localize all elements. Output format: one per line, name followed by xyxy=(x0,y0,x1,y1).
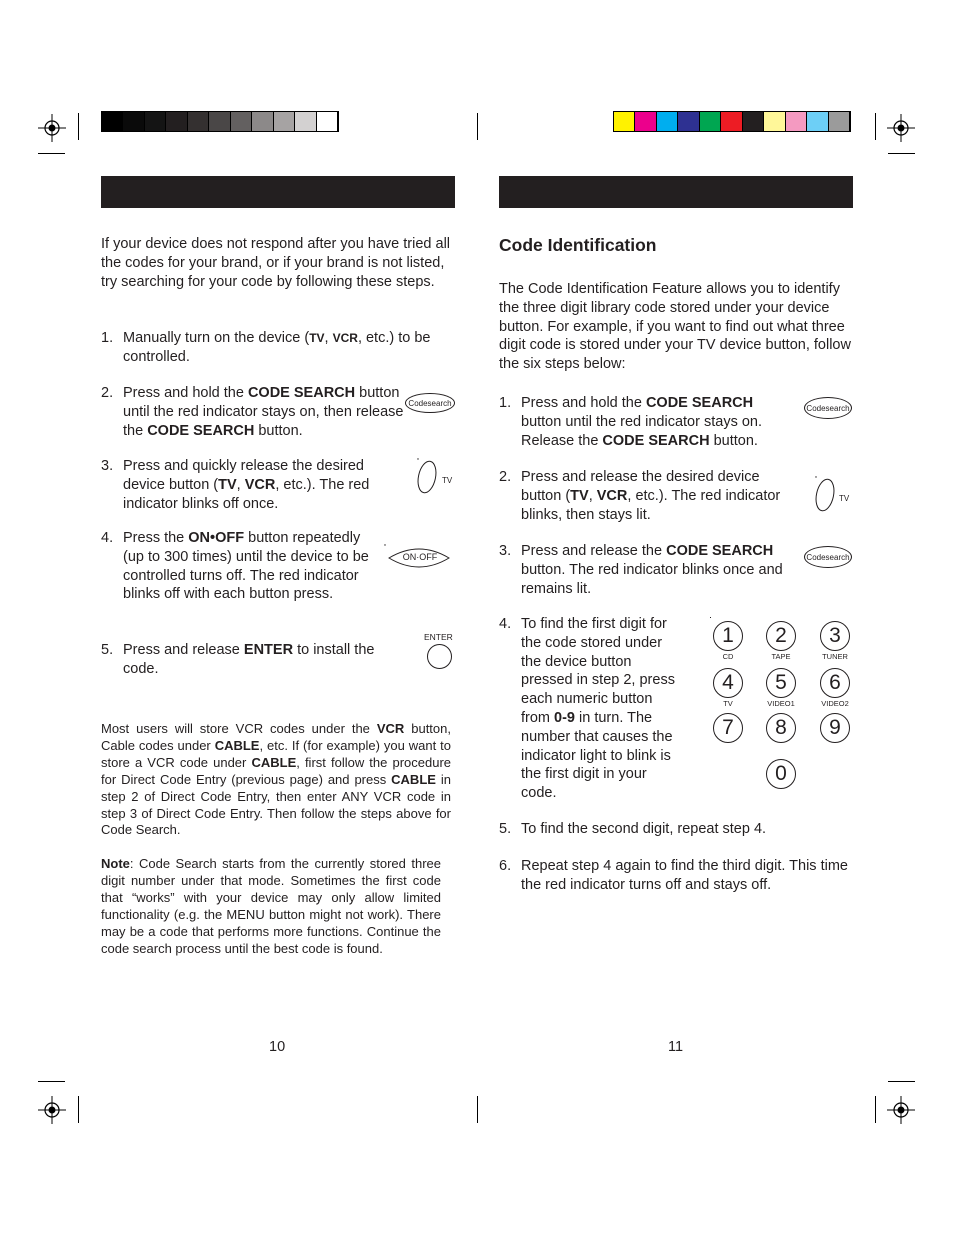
color-swatch xyxy=(764,112,785,131)
digit-key-label: VIDEO2 xyxy=(821,699,849,708)
step-number: 2. xyxy=(499,469,512,485)
color-swatch xyxy=(614,112,635,131)
left-vcr-cable-paragraph: Most users will store VCR codes under the VCR button, Cable codes under CABLE, etc. If (for example) you want to store a VCR code under CABLE, first follow the procedure for Direct Code Entry (previous page) and press CABLE in step 2 of Direct Code Entry, then enter ANY VCR code in step 3 of Direct Code Entry. Then follow the steps above for Code Search. xyxy=(101,721,451,838)
digit-3-key: 3 xyxy=(820,621,850,651)
step-number: 1. xyxy=(499,395,512,411)
registration-target-icon xyxy=(36,1094,68,1126)
registration-target-icon xyxy=(885,1094,917,1126)
color-swatch xyxy=(166,112,187,131)
codesearch-button-icon: Codesearch xyxy=(405,393,455,413)
color-bar xyxy=(613,111,851,132)
codesearch-button-icon: Codesearch xyxy=(804,397,852,419)
digit-5-key: 5 xyxy=(766,668,796,698)
digit-2-key: 2 xyxy=(766,621,796,651)
step-number: 4. xyxy=(101,530,114,546)
grayscale-bar xyxy=(101,111,339,132)
digit-7-key: 7 xyxy=(713,713,743,743)
color-swatch xyxy=(317,112,338,131)
registration-target-icon xyxy=(885,112,917,144)
color-swatch xyxy=(188,112,209,131)
right-step-5: To find the second digit, repeat step 4. xyxy=(521,821,767,837)
digit-6-key: 6 xyxy=(820,668,850,698)
step-number: 2. xyxy=(101,385,114,401)
left-note: Note: Code Search starts from the currently stored three digit number under that mode. Sometimes the first code that “works” with your device may only allow limited functionality (e.g. the MENU button might not work). There may be a code that performs more functions. Continue the code search process until the best code is found. xyxy=(101,856,441,956)
color-swatch xyxy=(786,112,807,131)
color-swatch xyxy=(807,112,828,131)
color-swatch xyxy=(635,112,656,131)
digit-1-key: 1 xyxy=(713,621,743,651)
step-number: 4. xyxy=(499,616,512,632)
right-header-bar xyxy=(499,176,853,208)
digit-key-label: TV xyxy=(723,699,733,708)
digit-9-key: 9 xyxy=(820,713,850,743)
left-step-5: Press and release ENTER to install the code. xyxy=(123,642,375,677)
digit-key-label: VIDEO1 xyxy=(767,699,795,708)
right-step-1: Press and hold the CODE SEARCH button until the red indicator stays on. Release the CODE SEARCH button. xyxy=(521,395,763,449)
color-swatch xyxy=(274,112,295,131)
right-step-3: Press and release the CODE SEARCH button. The red indicator blinks once and remains lit. xyxy=(521,543,783,597)
left-intro: If your device does not respond after you have tried all the codes for your brand, or if your brand is not listed, try searching for your code by following these steps. xyxy=(101,236,451,290)
page-number-right: 11 xyxy=(668,1039,684,1055)
color-swatch xyxy=(721,112,742,131)
registration-target-icon xyxy=(36,112,68,144)
codesearch-button-icon: Codesearch xyxy=(804,546,852,568)
color-swatch xyxy=(700,112,721,131)
color-swatch xyxy=(231,112,252,131)
right-intro: The Code Identification Feature allows you to identify the three digit library code stored under your device button. For example, if you want to find out what three digit code is stored under your TV device button, follow the six steps below: xyxy=(499,281,851,373)
digit-key-label: CD xyxy=(722,652,734,661)
color-swatch xyxy=(657,112,678,131)
left-step-3: Press and quickly release the desired device button (TV, VCR, etc.). The red indicator blinks off once. xyxy=(123,458,370,512)
step-number: 3. xyxy=(101,458,114,474)
left-step-1: Manually turn on the device (TV, VCR, etc.) to be controlled. xyxy=(123,330,431,365)
left-step-2: Press and hold the CODE SEARCH button until the red indicator stays on, then release the CODE SEARCH button. xyxy=(123,385,404,439)
step-number: 5. xyxy=(499,821,512,837)
right-step-2: Press and release the desired device button (TV, VCR, etc.). The red indicator blinks, then stays lit. xyxy=(521,469,781,523)
color-swatch xyxy=(829,112,850,131)
digit-0-key: 0 xyxy=(766,759,796,789)
digit-4-key: 4 xyxy=(713,668,743,698)
color-swatch xyxy=(209,112,230,131)
digit-key-label: TUNER xyxy=(822,652,848,661)
step-number: 3. xyxy=(499,543,512,559)
color-swatch xyxy=(678,112,699,131)
right-step-4: To find the first digit for the code stored under the device button pressed in step 2, press each numeric button from 0-9 in turn. The number that causes the indicator light to blink is the first digit in your code. xyxy=(521,616,675,802)
color-swatch xyxy=(743,112,764,131)
right-heading: Code Identification xyxy=(499,235,657,255)
color-swatch xyxy=(102,112,123,131)
color-swatch xyxy=(252,112,273,131)
step-number: 1. xyxy=(101,330,114,346)
step-number: 5. xyxy=(101,642,114,658)
right-step-6: Repeat step 4 again to find the third digit. This time the red indicator turns off and stays off. xyxy=(521,858,848,893)
color-swatch xyxy=(295,112,316,131)
left-header-bar xyxy=(101,176,455,208)
step-number: 6. xyxy=(499,858,512,874)
color-swatch xyxy=(145,112,166,131)
color-swatch xyxy=(123,112,144,131)
digit-8-key: 8 xyxy=(766,713,796,743)
digit-key-label: TAPE xyxy=(771,652,791,661)
left-step-4: Press the ON•OFF button repeatedly (up to 300 times) until the device to be controlled turns off. The red indicator blinks off with each button press. xyxy=(123,530,369,603)
page-number-left: 10 xyxy=(269,1039,286,1055)
